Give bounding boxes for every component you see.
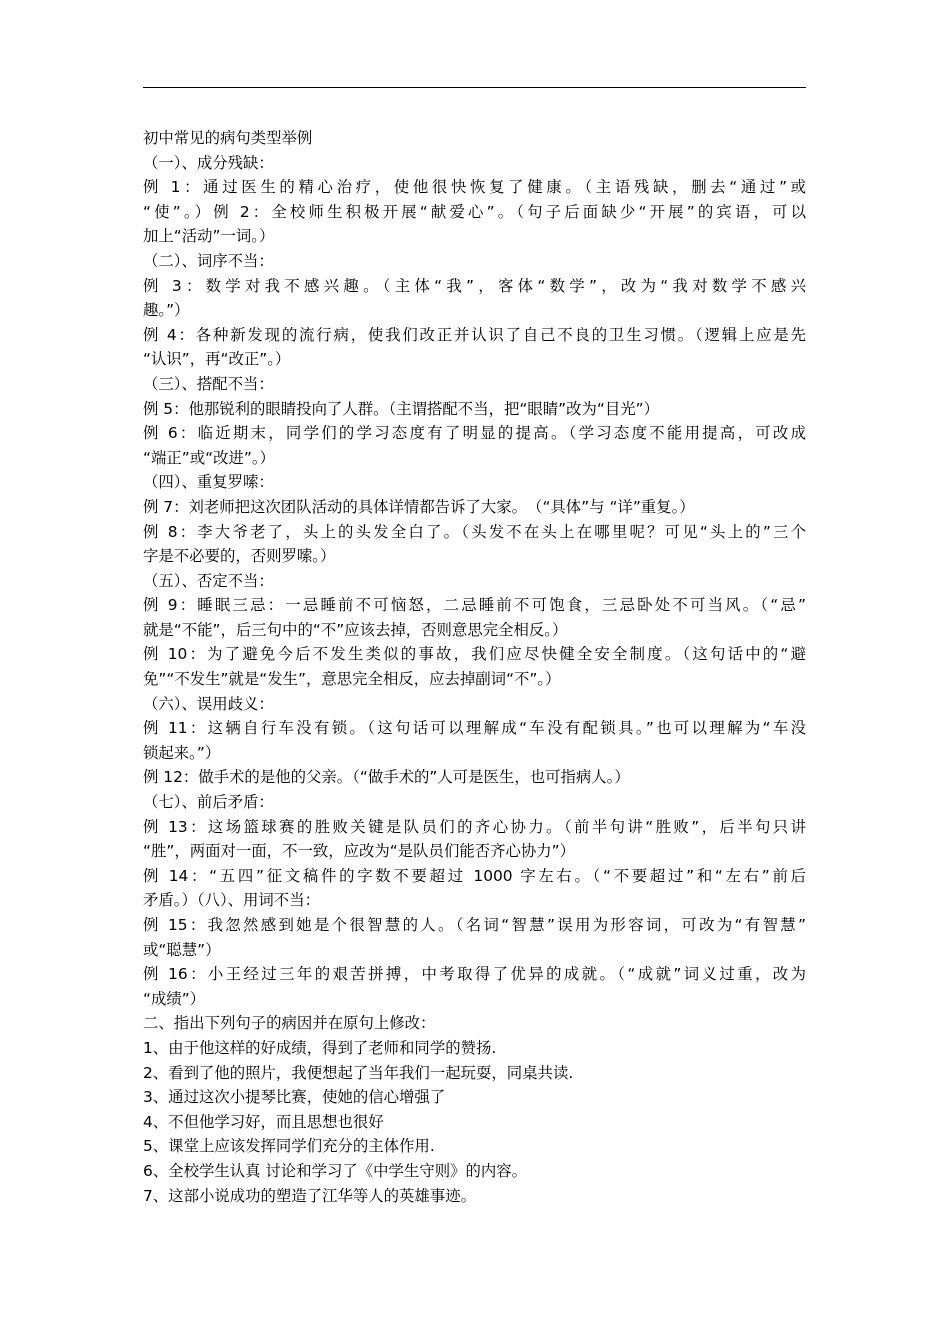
text-line: 例 11：这辆自行车没有锁。（这句话可以理解成“车没有配锁具。”也可以理解为“车没: [143, 719, 806, 738]
document-body: [143, 126, 806, 1208]
text-line: 锁起来。”）: [143, 743, 221, 762]
text-line: 矛盾。）（八）、用词不当：: [143, 891, 320, 910]
text-line: 例 15：我忽然感到她是个很智慧的人。（名词“智慧”误用为形容词，可改为“有智慧”: [143, 916, 806, 934]
text-line: 或“聪慧”）: [143, 940, 221, 959]
text-line: 加上“活动”一词。）: [143, 227, 275, 246]
text-line: 趣。”）: [143, 301, 190, 320]
text-line: 例 10：为了避免今后不发生类似的事故，我们应尽快健全安全制度。（这句话中的“避: [143, 645, 806, 664]
text-line: 1、由于他这样的好成绩，得到了老师和同学的赞扬.: [143, 1038, 497, 1057]
document-title: 初中常见的病句类型举例: [143, 129, 313, 147]
text-line: （二）、词序不当：: [143, 251, 274, 270]
text-line: （七）、前后矛盾：: [143, 793, 274, 812]
text-line: 6、全校学生认真 讨论和学习了《中学生守则》的内容。: [143, 1161, 528, 1180]
text-line: （六）、误用歧义：: [143, 694, 274, 713]
text-line: 例 14：“五四”征文稿件的字数不要超过 1000 字左右。（“不要超过”和“左右”前后: [143, 866, 806, 885]
text-line: 二、指出下列句子的病因并在原句上修改：: [143, 1014, 436, 1033]
text-line: 例 3：数学对我不感兴趣。（主体“我”，客体“数学”，改为“我对数学不感兴: [143, 276, 806, 295]
text-line: （五）、否定不当：: [143, 571, 274, 590]
text-line: 例 16：小王经过三年的艰苦拼搏，中考取得了优异的成就。（“成就”词义过重，改为: [143, 965, 806, 984]
text-line: “成绩”）: [143, 989, 206, 1008]
text-line: 2、看到了他的照片，我便想起了当年我们一起玩耍，同桌共读.: [143, 1063, 574, 1082]
text-line: 就是“不能”，后三句中的“不”应该去掉，否则意思完全相反。）: [143, 620, 568, 639]
text-line: 7、这部小说成功的塑造了江华等人的英雄事迹。: [143, 1186, 476, 1205]
text-line: 3、通过这次小提琴比赛，使她的信心增强了: [143, 1088, 446, 1107]
header-rule: [143, 87, 806, 88]
text-line: “胜”，两面对一面，不一致，应改为“是队员们能否齐心协力”）: [143, 842, 576, 861]
text-line: “端正”或“改进”。）: [143, 448, 275, 467]
text-line: （三）、搭配不当：: [143, 374, 274, 393]
text-line: 例 8：李大爷老了，头上的头发全白了。（头发不在头上在哪里呢？可见“头上的”三个: [143, 522, 806, 541]
text-line: “使”。）例 2：全校师生积极开展“献爱心”。（句子后面缺少“开展”的宾语，可以: [143, 202, 806, 221]
text-line: 5、课堂上应该发挥同学们充分的主体作用.: [143, 1137, 435, 1156]
text-line: （一）、成分残缺：: [143, 153, 274, 172]
text-line: 字是不必要的，否则罗嗦。）: [143, 547, 336, 566]
text-line: 例 1：通过医生的精心治疗，使他很快恢复了健康。（主语残缺，删去“通过”或: [143, 178, 806, 197]
text-line: “认识”，再“改正”。）: [143, 350, 291, 369]
text-line: 4、不但他学习好，而且思想也很好: [143, 1112, 384, 1131]
text-line: 例 4：各种新发现的流行病，使我们改正并认识了自己不良的卫生习惯。（逻辑上应是先: [143, 325, 806, 344]
text-line: 例 6：临近期末，同学们的学习态度有了明显的提高。（学习态度不能用提高，可改成: [143, 424, 806, 443]
text-line: 免”“不发生”就是“发生”，意思完全相反，应去掉副词“不”。）: [143, 670, 561, 689]
text-line: 例 7：刘老师把这次团队活动的具体详情都告诉了大家。 （“具体”与 “详”重复。）: [143, 497, 695, 516]
text-line: 例 5：他那锐利的眼睛投向了人群。（主谓搭配不当，把“眼睛”改为“目光”）: [143, 399, 659, 418]
text-line: 例 12：做手术的是他的父亲。（“做手术的”人可是医生，也可指病人。）: [143, 768, 630, 787]
text-line: （四）、重复罗嗦：: [143, 473, 274, 492]
text-line: 例 9：睡眠三忌：一忌睡前不可恼怒，二忌睡前不可饱食，三忌卧处不可当风。（“忌”: [143, 596, 806, 615]
text-line: 例 13：这场篮球赛的胜败关键是队员们的齐心协力。（前半句讲“胜败”，后半句只讲: [143, 817, 806, 836]
